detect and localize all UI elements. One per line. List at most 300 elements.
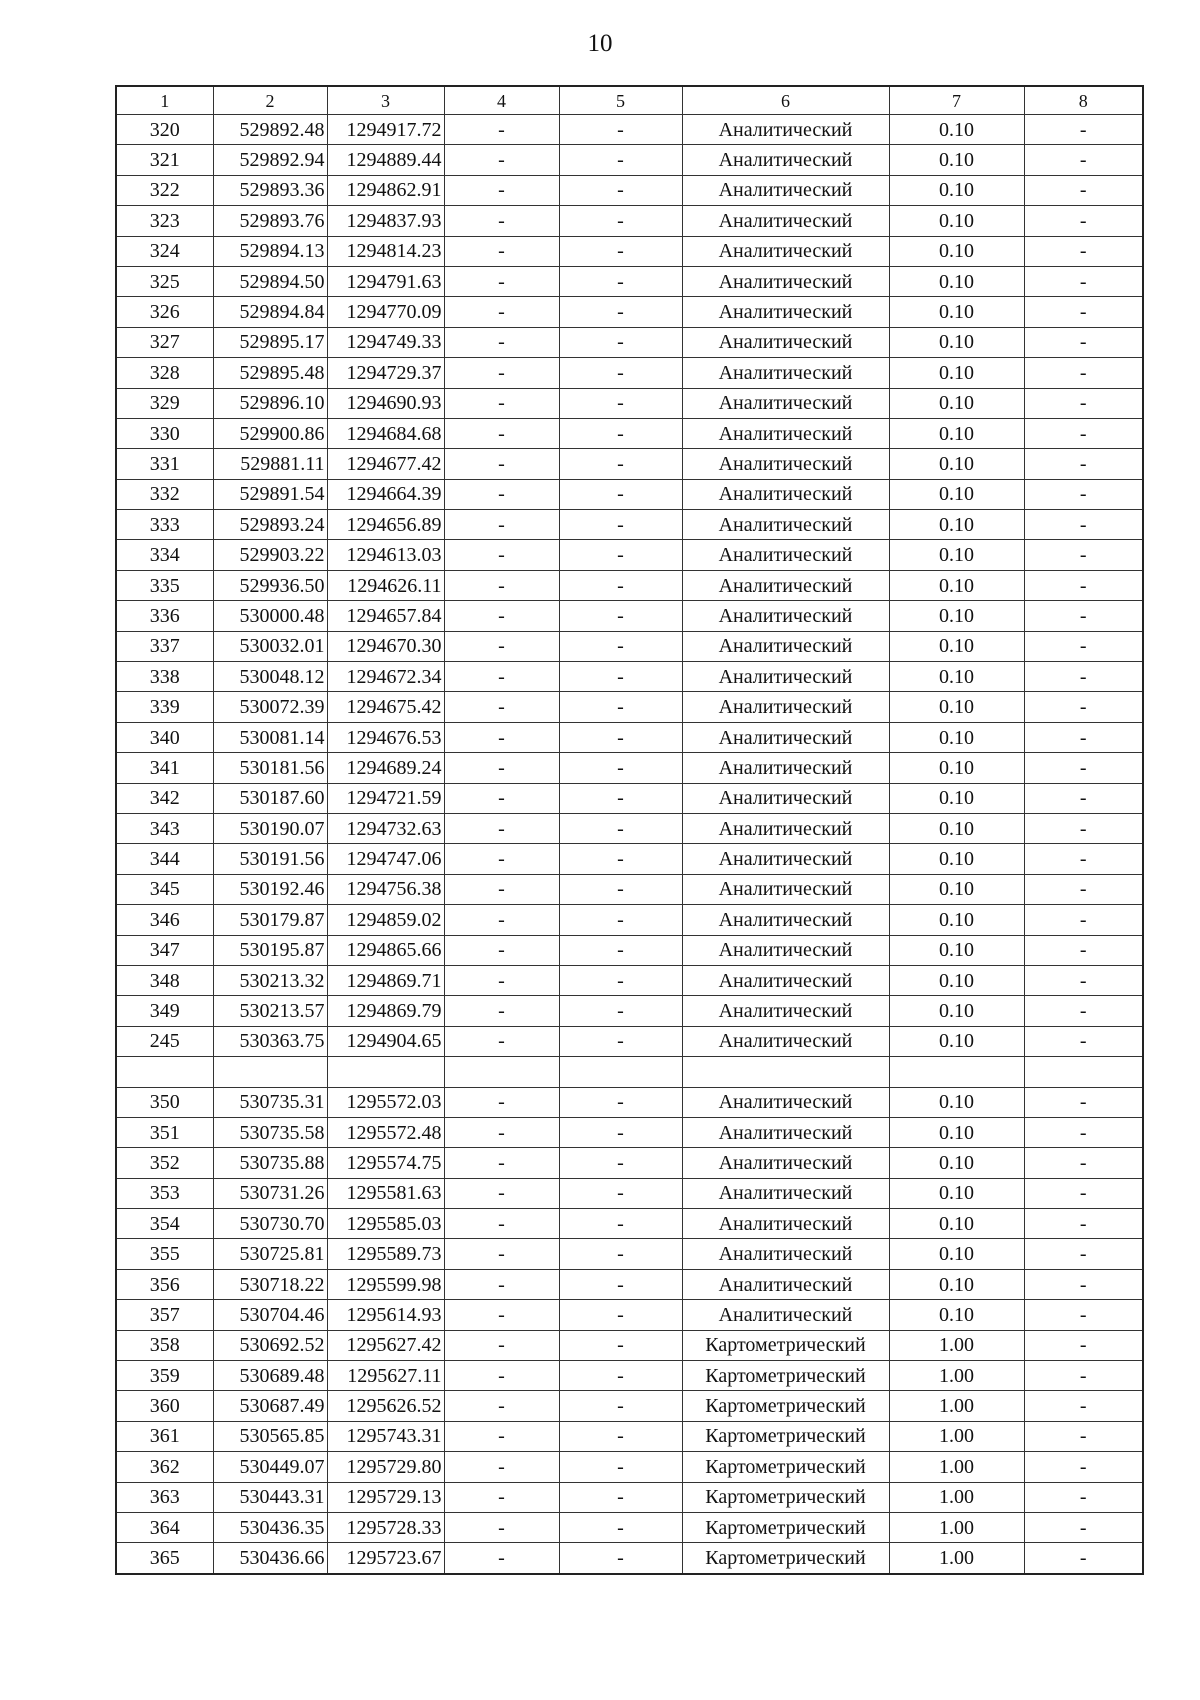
accuracy-cell: 0.10 [889,1239,1024,1269]
column-4-cell: - [444,601,559,631]
y-coordinate-cell: 1294626.11 [327,570,444,600]
y-coordinate-cell: 1294690.93 [327,388,444,418]
table-row [116,1117,1143,1147]
column-5-cell: - [559,783,682,813]
column-5-cell: - [559,418,682,448]
y-coordinate-cell: 1295614.93 [327,1300,444,1330]
column-4-cell: - [444,570,559,600]
x-coordinate-cell [213,1057,327,1087]
column-5-cell: - [559,1148,682,1178]
column-8-cell: - [1024,844,1143,874]
table-row [116,844,1143,874]
column-4-cell: - [444,236,559,266]
x-coordinate-cell: 530195.87 [213,935,327,965]
y-coordinate-cell: 1295574.75 [327,1148,444,1178]
column-4-cell: - [444,358,559,388]
table-row [116,813,1143,843]
column-5-cell: - [559,449,682,479]
y-coordinate-cell: 1294676.53 [327,722,444,752]
column-8-cell: - [1024,662,1143,692]
header-row [116,86,1143,115]
column-header: 6 [682,86,889,115]
column-8-cell: - [1024,236,1143,266]
column-5-cell: - [559,1330,682,1360]
method-cell: Аналитический [682,813,889,843]
table-row [116,358,1143,388]
y-coordinate-cell: 1294756.38 [327,874,444,904]
accuracy-cell: 0.10 [889,783,1024,813]
column-5-cell: - [559,1543,682,1574]
point-number-cell: 321 [116,145,213,175]
x-coordinate-cell: 529895.17 [213,327,327,357]
method-cell: Аналитический [682,175,889,205]
method-cell: Аналитический [682,479,889,509]
x-coordinate-cell: 530730.70 [213,1209,327,1239]
x-coordinate-cell: 530565.85 [213,1421,327,1451]
column-5-cell: - [559,1300,682,1330]
table-row [116,1148,1143,1178]
point-number-cell: 329 [116,388,213,418]
column-4-cell: - [444,874,559,904]
column-5-cell: - [559,479,682,509]
accuracy-cell: 1.00 [889,1361,1024,1391]
table-row [116,479,1143,509]
table-row [116,1452,1143,1482]
method-cell: Аналитический [682,601,889,631]
x-coordinate-cell: 529894.13 [213,236,327,266]
column-8-cell: - [1024,1239,1143,1269]
column-8-cell: - [1024,479,1143,509]
column-5-cell: - [559,631,682,661]
method-cell: Аналитический [682,1087,889,1117]
table-row [116,510,1143,540]
x-coordinate-cell: 530213.32 [213,965,327,995]
column-4-cell: - [444,996,559,1026]
accuracy-cell: 0.10 [889,1269,1024,1299]
x-coordinate-cell: 529891.54 [213,479,327,509]
accuracy-cell: 0.10 [889,813,1024,843]
x-coordinate-cell: 529892.94 [213,145,327,175]
accuracy-cell: 0.10 [889,722,1024,752]
point-number-cell: 330 [116,418,213,448]
column-4-cell: - [444,1269,559,1299]
column-4-cell: - [444,510,559,540]
table-row [116,236,1143,266]
table-row [116,1421,1143,1451]
column-5-cell: - [559,1026,682,1056]
point-number-cell: 320 [116,115,213,145]
table-row [116,1543,1143,1574]
point-number-cell: 365 [116,1543,213,1574]
accuracy-cell: 0.10 [889,844,1024,874]
table-row [116,996,1143,1026]
point-number-cell: 334 [116,540,213,570]
method-cell: Аналитический [682,753,889,783]
column-8-cell: - [1024,1269,1143,1299]
y-coordinate-cell: 1294749.33 [327,327,444,357]
method-cell: Аналитический [682,935,889,965]
table-row [116,1391,1143,1421]
table-row [116,753,1143,783]
y-coordinate-cell: 1294689.24 [327,753,444,783]
column-4-cell: - [444,692,559,722]
column-4-cell: - [444,722,559,752]
column-8-cell: - [1024,388,1143,418]
accuracy-cell: 1.00 [889,1421,1024,1451]
method-cell: Аналитический [682,905,889,935]
y-coordinate-cell: 1294675.42 [327,692,444,722]
y-coordinate-cell: 1294747.06 [327,844,444,874]
column-8-cell: - [1024,145,1143,175]
table-row [116,449,1143,479]
y-coordinate-cell: 1294672.34 [327,662,444,692]
point-number-cell: 328 [116,358,213,388]
column-8-cell: - [1024,1421,1143,1451]
point-number-cell: 335 [116,570,213,600]
column-header: 8 [1024,86,1143,115]
column-4-cell: - [444,1087,559,1117]
table-row [116,1512,1143,1542]
coordinates-table [115,85,1144,1575]
method-cell: Аналитический [682,631,889,661]
column-4-cell: - [444,905,559,935]
y-coordinate-cell: 1295729.13 [327,1482,444,1512]
table-row [116,1300,1143,1330]
column-5-cell: - [559,206,682,236]
column-4-cell: - [444,297,559,327]
point-number-cell: 351 [116,1117,213,1147]
y-coordinate-cell: 1295627.11 [327,1361,444,1391]
x-coordinate-cell: 530443.31 [213,1482,327,1512]
point-number-cell: 341 [116,753,213,783]
column-5-cell: - [559,601,682,631]
method-cell: Аналитический [682,1269,889,1299]
column-4-cell: - [444,540,559,570]
point-number-cell: 343 [116,813,213,843]
method-cell: Картометрический [682,1391,889,1421]
x-coordinate-cell: 530181.56 [213,753,327,783]
method-cell: Картометрический [682,1482,889,1512]
table-header [116,86,1143,115]
column-4-cell: - [444,844,559,874]
y-coordinate-cell: 1294814.23 [327,236,444,266]
x-coordinate-cell: 530081.14 [213,722,327,752]
column-4-cell: - [444,753,559,783]
method-cell: Аналитический [682,722,889,752]
column-5-cell: - [559,297,682,327]
y-coordinate-cell: 1294904.65 [327,1026,444,1056]
point-number-cell: 345 [116,874,213,904]
table-row [116,266,1143,296]
point-number-cell: 348 [116,965,213,995]
point-number-cell: 344 [116,844,213,874]
accuracy-cell: 0.10 [889,297,1024,327]
column-5-cell: - [559,570,682,600]
column-5-cell: - [559,1512,682,1542]
accuracy-cell: 0.10 [889,662,1024,692]
x-coordinate-cell: 530692.52 [213,1330,327,1360]
table-row [116,1209,1143,1239]
x-coordinate-cell: 530190.07 [213,813,327,843]
column-8-cell: - [1024,327,1143,357]
accuracy-cell: 0.10 [889,115,1024,145]
column-5-cell: - [559,358,682,388]
x-coordinate-cell: 529881.11 [213,449,327,479]
column-header: 7 [889,86,1024,115]
y-coordinate-cell: 1295599.98 [327,1269,444,1299]
column-4-cell: - [444,388,559,418]
column-4-cell: - [444,662,559,692]
y-coordinate-cell: 1294791.63 [327,266,444,296]
column-5-cell: - [559,662,682,692]
method-cell: Аналитический [682,965,889,995]
y-coordinate-cell: 1294677.42 [327,449,444,479]
method-cell: Аналитический [682,236,889,266]
x-coordinate-cell: 530689.48 [213,1361,327,1391]
y-coordinate-cell: 1295581.63 [327,1178,444,1208]
method-cell: Аналитический [682,1209,889,1239]
method-cell: Аналитический [682,388,889,418]
x-coordinate-cell: 530072.39 [213,692,327,722]
column-8-cell: - [1024,631,1143,661]
x-coordinate-cell: 529894.50 [213,266,327,296]
table-row [116,115,1143,145]
column-5-cell: - [559,236,682,266]
point-number-cell: 346 [116,905,213,935]
table-row [116,1178,1143,1208]
y-coordinate-cell: 1295728.33 [327,1512,444,1542]
y-coordinate-cell: 1294862.91 [327,175,444,205]
column-4-cell: - [444,1421,559,1451]
column-8-cell: - [1024,1482,1143,1512]
column-5-cell: - [559,722,682,752]
accuracy-cell: 0.10 [889,1209,1024,1239]
method-cell: Аналитический [682,449,889,479]
y-coordinate-cell: 1294732.63 [327,813,444,843]
y-coordinate-cell: 1294865.66 [327,935,444,965]
y-coordinate-cell: 1294657.84 [327,601,444,631]
point-number-cell: 354 [116,1209,213,1239]
column-5-cell: - [559,1269,682,1299]
point-number-cell: 349 [116,996,213,1026]
x-coordinate-cell: 530187.60 [213,783,327,813]
point-number-cell: 336 [116,601,213,631]
point-number-cell: 358 [116,1330,213,1360]
column-4-cell: - [444,1026,559,1056]
column-8-cell: - [1024,206,1143,236]
column-8-cell: - [1024,1361,1143,1391]
y-coordinate-cell: 1294869.71 [327,965,444,995]
column-8-cell: - [1024,266,1143,296]
table-row [116,874,1143,904]
column-8-cell: - [1024,297,1143,327]
method-cell: Аналитический [682,874,889,904]
column-8-cell: - [1024,753,1143,783]
point-number-cell: 359 [116,1361,213,1391]
column-8-cell: - [1024,1512,1143,1542]
x-coordinate-cell: 529936.50 [213,570,327,600]
point-number-cell: 325 [116,266,213,296]
column-8-cell: - [1024,418,1143,448]
point-number-cell: 361 [116,1421,213,1451]
column-4-cell [444,1057,559,1087]
column-4-cell: - [444,449,559,479]
column-8-cell: - [1024,874,1143,904]
column-4-cell: - [444,935,559,965]
accuracy-cell: 0.10 [889,1026,1024,1056]
accuracy-cell: 1.00 [889,1391,1024,1421]
column-5-cell: - [559,115,682,145]
accuracy-cell: 0.10 [889,266,1024,296]
column-8-cell: - [1024,449,1143,479]
table-row [116,1482,1143,1512]
method-cell: Аналитический [682,783,889,813]
page-number: 10 [587,30,613,57]
accuracy-cell: 0.10 [889,753,1024,783]
column-4-cell: - [444,1117,559,1147]
method-cell: Аналитический [682,662,889,692]
accuracy-cell: 0.10 [889,1178,1024,1208]
column-4-cell: - [444,1482,559,1512]
point-number-cell: 342 [116,783,213,813]
y-coordinate-cell: 1295572.03 [327,1087,444,1117]
accuracy-cell: 0.10 [889,965,1024,995]
x-coordinate-cell: 530735.58 [213,1117,327,1147]
accuracy-cell: 1.00 [889,1543,1024,1574]
accuracy-cell: 0.10 [889,175,1024,205]
column-5-cell: - [559,1361,682,1391]
point-number-cell: 356 [116,1269,213,1299]
y-coordinate-cell: 1294770.09 [327,297,444,327]
column-5-cell: - [559,1087,682,1117]
point-number-cell [116,1057,213,1087]
y-coordinate-cell: 1295729.80 [327,1452,444,1482]
column-4-cell: - [444,1512,559,1542]
column-5-cell: - [559,510,682,540]
method-cell: Аналитический [682,1117,889,1147]
table-row [116,631,1143,661]
accuracy-cell: 0.10 [889,510,1024,540]
method-cell: Аналитический [682,358,889,388]
table-row [116,297,1143,327]
y-coordinate-cell: 1294917.72 [327,115,444,145]
point-number-cell: 340 [116,722,213,752]
point-number-cell: 326 [116,297,213,327]
column-4-cell: - [444,631,559,661]
column-4-cell: - [444,1239,559,1269]
column-8-cell: - [1024,570,1143,600]
accuracy-cell: 1.00 [889,1512,1024,1542]
y-coordinate-cell: 1295723.67 [327,1543,444,1574]
column-header: 4 [444,86,559,115]
column-8-cell: - [1024,1543,1143,1574]
point-number-cell: 332 [116,479,213,509]
x-coordinate-cell: 530718.22 [213,1269,327,1299]
x-coordinate-cell: 530000.48 [213,601,327,631]
accuracy-cell: 0.10 [889,601,1024,631]
table-row [116,1057,1143,1087]
column-4-cell: - [444,1361,559,1391]
method-cell: Аналитический [682,418,889,448]
column-8-cell: - [1024,358,1143,388]
accuracy-cell: 0.10 [889,996,1024,1026]
table-row [116,662,1143,692]
column-4-cell: - [444,813,559,843]
point-number-cell: 324 [116,236,213,266]
accuracy-cell: 0.10 [889,1087,1024,1117]
column-4-cell: - [444,783,559,813]
table-row [116,1087,1143,1117]
point-number-cell: 333 [116,510,213,540]
method-cell: Аналитический [682,844,889,874]
table-row [116,175,1143,205]
x-coordinate-cell: 530436.35 [213,1512,327,1542]
accuracy-cell: 0.10 [889,418,1024,448]
y-coordinate-cell [327,1057,444,1087]
accuracy-cell: 0.10 [889,874,1024,904]
column-5-cell: - [559,844,682,874]
x-coordinate-cell: 530191.56 [213,844,327,874]
column-5-cell: - [559,813,682,843]
y-coordinate-cell: 1294684.68 [327,418,444,448]
table-row [116,388,1143,418]
point-number-cell: 353 [116,1178,213,1208]
point-number-cell: 355 [116,1239,213,1269]
point-number-cell: 322 [116,175,213,205]
column-5-cell: - [559,145,682,175]
accuracy-cell: 0.10 [889,570,1024,600]
y-coordinate-cell: 1295743.31 [327,1421,444,1451]
x-coordinate-cell: 530048.12 [213,662,327,692]
table-row [116,418,1143,448]
table-row [116,722,1143,752]
method-cell: Аналитический [682,266,889,296]
column-5-cell: - [559,1117,682,1147]
column-4-cell: - [444,1148,559,1178]
column-8-cell: - [1024,510,1143,540]
column-4-cell: - [444,115,559,145]
method-cell: Картометрический [682,1361,889,1391]
column-4-cell: - [444,175,559,205]
accuracy-cell: 1.00 [889,1452,1024,1482]
accuracy-cell: 0.10 [889,479,1024,509]
y-coordinate-cell: 1295572.48 [327,1117,444,1147]
method-cell: Аналитический [682,1239,889,1269]
x-coordinate-cell: 530725.81 [213,1239,327,1269]
point-number-cell: 339 [116,692,213,722]
accuracy-cell: 0.10 [889,145,1024,175]
method-cell: Аналитический [682,540,889,570]
y-coordinate-cell: 1294837.93 [327,206,444,236]
point-number-cell: 357 [116,1300,213,1330]
column-header: 2 [213,86,327,115]
column-4-cell: - [444,1209,559,1239]
table-row [116,1269,1143,1299]
table-row [116,1239,1143,1269]
x-coordinate-cell: 530449.07 [213,1452,327,1482]
column-4-cell: - [444,145,559,175]
x-coordinate-cell: 529900.86 [213,418,327,448]
column-8-cell: - [1024,813,1143,843]
table-row [116,601,1143,631]
y-coordinate-cell: 1294670.30 [327,631,444,661]
table-row [116,905,1143,935]
column-5-cell: - [559,1421,682,1451]
point-number-cell: 360 [116,1391,213,1421]
column-4-cell: - [444,206,559,236]
column-8-cell: - [1024,783,1143,813]
column-8-cell: - [1024,601,1143,631]
